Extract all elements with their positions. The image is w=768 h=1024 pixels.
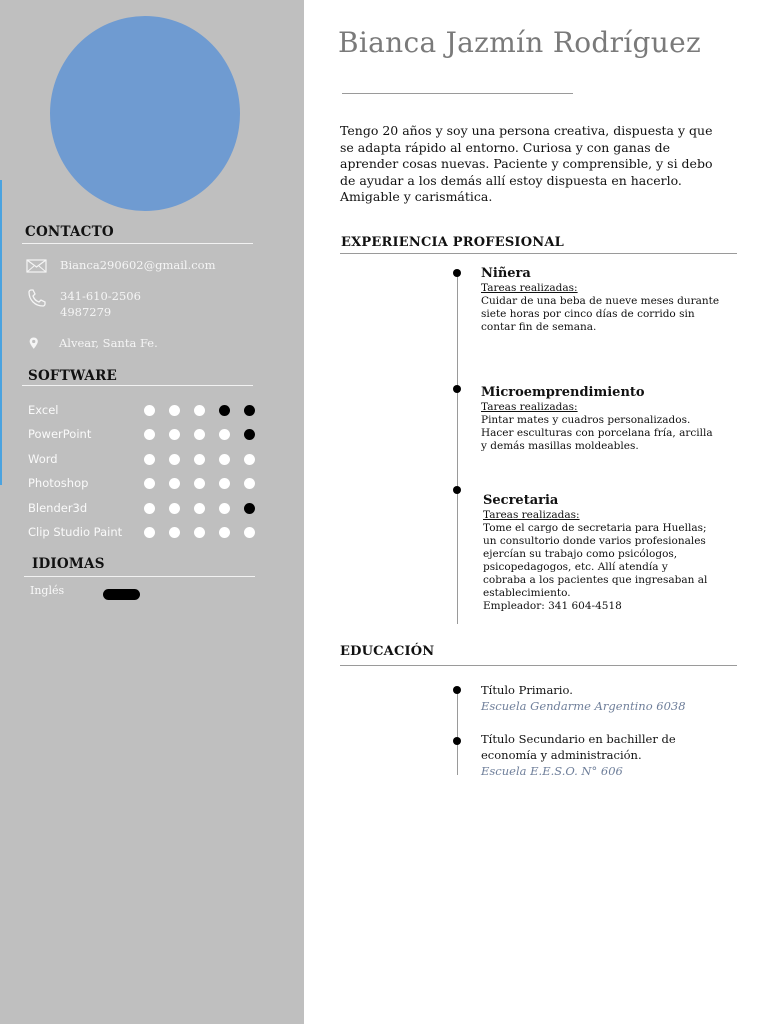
skill-rating-dot <box>244 429 255 440</box>
skill-rating-dot <box>144 527 155 538</box>
skill-rating-dot <box>144 454 155 465</box>
contact-email[interactable]: Bianca290602@gmail.com <box>60 258 216 272</box>
skill-rating <box>144 503 255 514</box>
contact-divider <box>22 243 253 244</box>
skill-rating-dot <box>219 527 230 538</box>
skill-rating-dot <box>244 454 255 465</box>
candidate-name: Bianca Jazmín Rodríguez <box>338 26 702 59</box>
job-subtitle: Tareas realizadas: <box>483 509 580 521</box>
skill-rating-dot <box>244 503 255 514</box>
skill-rating-dot <box>169 503 180 514</box>
profile-summary: Tengo 20 años y soy una persona creativa, dispuesta y que se adapta rápido al entorno. Curiosa y con ganas de aprender cosas nuevas. Paciente y comprensible, y si debo de ayudar a los demás allí estoy dispuesta en hacerlo. Amigable y carismática. <box>340 123 713 204</box>
timeline-dot <box>453 269 461 277</box>
timeline-dot <box>453 486 461 494</box>
contact-heading: CONTACTO <box>25 224 114 240</box>
skill-rating-dot <box>169 527 180 538</box>
languages-heading: IDIOMAS <box>32 556 105 572</box>
skill-rating-dot <box>194 454 205 465</box>
contact-address-row <box>28 335 158 353</box>
job-subtitle: Tareas realizadas: <box>481 282 578 294</box>
software-skill-row <box>28 402 258 418</box>
software-skill-row <box>28 475 258 491</box>
software-skill-row <box>28 500 258 516</box>
skill-rating <box>144 429 255 440</box>
software-heading: SOFTWARE <box>28 368 118 384</box>
skill-rating-dot <box>144 429 155 440</box>
sidebar <box>0 0 304 1024</box>
name-divider <box>342 93 573 94</box>
job-entry <box>483 493 713 613</box>
skill-rating-dot <box>144 503 155 514</box>
software-skill-name: Excel <box>28 403 59 417</box>
software-skill-name: Clip Studio Paint <box>28 525 123 539</box>
avatar <box>50 16 240 211</box>
skill-rating-dot <box>219 454 230 465</box>
contact-phone-row <box>26 288 141 320</box>
skill-rating-dot <box>194 405 205 416</box>
software-skill-row <box>28 426 258 442</box>
education-title: Título Secundario en bachiller de economía y administración. <box>481 732 676 762</box>
job-entry <box>481 266 721 334</box>
software-skill-row <box>28 524 258 540</box>
skill-rating-dot <box>144 478 155 489</box>
languages-divider <box>24 576 255 577</box>
software-skill-name: Photoshop <box>28 476 89 490</box>
skill-rating-dot <box>194 429 205 440</box>
job-title: Niñera <box>481 266 531 281</box>
contact-email-row <box>26 257 216 275</box>
skill-rating <box>144 405 255 416</box>
skill-rating-dot <box>219 503 230 514</box>
software-divider <box>22 385 253 386</box>
job-description: Tome el cargo de secretaria para Huellas; un consultorio donde varios profesionales ejercían su trabajo como psicólogos, psicopedagogos, etc. Allí atendía y cobraba a los pacientes que ingresaban al establecimiento. <box>483 522 708 599</box>
skill-rating-dot <box>169 454 180 465</box>
timeline-dot <box>453 385 461 393</box>
skill-rating-dot <box>244 478 255 489</box>
skill-rating <box>144 454 255 465</box>
education-school: Escuela E.E.S.O. N° 606 <box>481 764 623 778</box>
contact-phone-1[interactable]: 341-610-2506 <box>60 289 141 303</box>
experience-timeline <box>457 272 458 624</box>
job-entry <box>481 385 721 453</box>
job-subtitle: Tareas realizadas: <box>481 401 578 413</box>
job-description: Pintar mates y cuadros personalizados. Hacer esculturas con porcelana fría, arcilla y demás masillas moldeables. <box>481 414 713 452</box>
job-title: Microemprendimiento <box>481 385 645 400</box>
software-skill-name: Word <box>28 452 58 466</box>
skill-rating <box>144 527 255 538</box>
job-title: Secretaria <box>483 493 559 508</box>
sidebar-accent-bar <box>0 180 2 485</box>
skill-rating-dot <box>194 503 205 514</box>
job-description: Cuidar de una beba de nueve meses durante siete horas por cinco días de corrido sin contar fin de semana. <box>481 295 720 333</box>
language-name: Inglés <box>30 584 65 597</box>
contact-address: Alvear, Santa Fe. <box>59 336 158 350</box>
education-heading: EDUCACIÓN <box>340 644 435 659</box>
timeline-dot <box>453 686 461 694</box>
software-skill-row <box>28 451 258 467</box>
experience-divider <box>340 253 737 254</box>
education-entry <box>481 682 731 714</box>
skill-rating-dot <box>244 405 255 416</box>
education-timeline <box>457 690 458 775</box>
skill-rating <box>144 478 255 489</box>
skill-rating-dot <box>144 405 155 416</box>
location-pin-icon <box>28 335 46 353</box>
education-divider <box>340 665 737 666</box>
envelope-icon <box>26 257 48 275</box>
job-employer: Empleador: 341 604-4518 <box>483 600 622 612</box>
education-school: Escuela Gendarme Argentino 6038 <box>481 699 686 713</box>
skill-rating-dot <box>219 478 230 489</box>
skill-rating-dot <box>169 429 180 440</box>
education-title: Título Primario. <box>481 683 573 697</box>
timeline-dot <box>453 737 461 745</box>
skill-rating-dot <box>169 405 180 416</box>
skill-rating-dot <box>219 429 230 440</box>
skill-rating-dot <box>169 478 180 489</box>
skill-rating-dot <box>219 405 230 416</box>
language-level-bar <box>103 589 140 600</box>
software-skill-name: PowerPoint <box>28 427 92 441</box>
skill-rating-dot <box>244 527 255 538</box>
education-entry <box>481 731 731 779</box>
software-skill-name: Blender3d <box>28 501 88 515</box>
experience-heading: EXPERIENCIA PROFESIONAL <box>341 235 564 250</box>
skill-rating-dot <box>194 478 205 489</box>
phone-icon <box>26 288 48 308</box>
contact-phone-2[interactable]: 4987279 <box>60 305 112 319</box>
skill-rating-dot <box>194 527 205 538</box>
